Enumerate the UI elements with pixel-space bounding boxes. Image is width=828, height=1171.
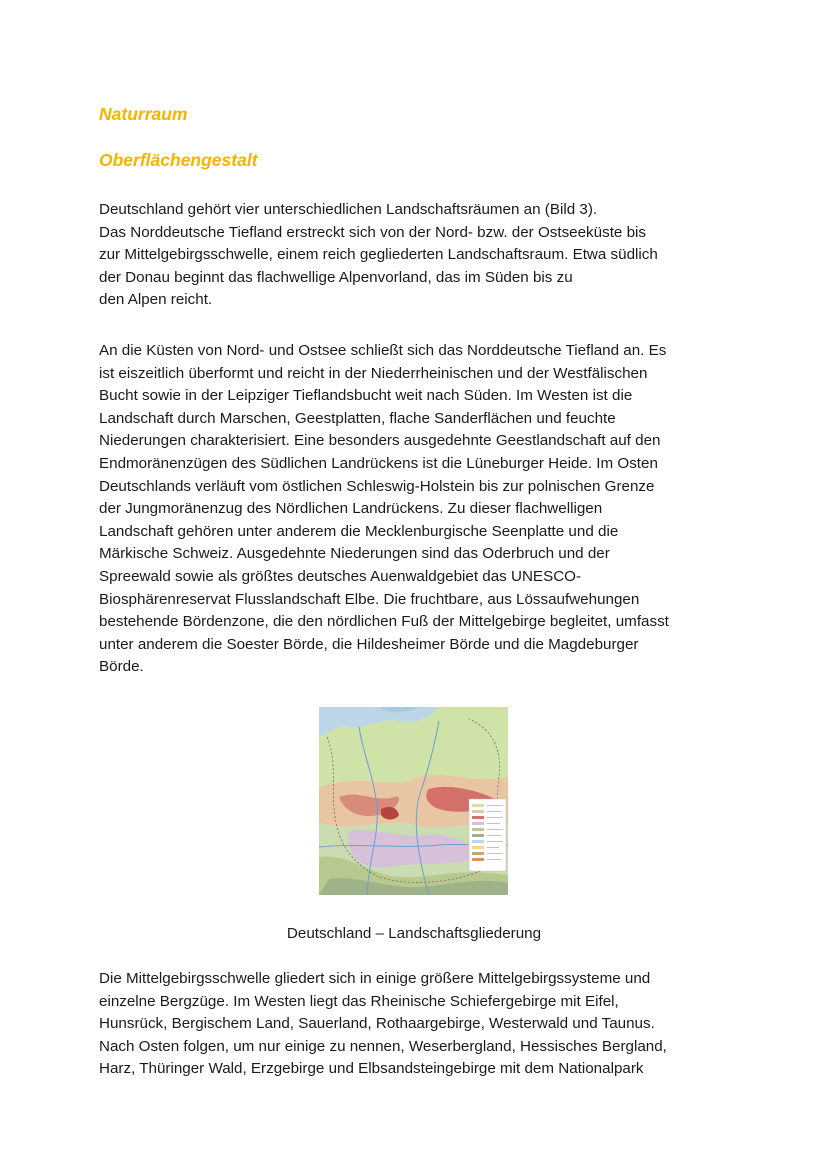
text-line: der Donau beginnt das flachwellige Alpenvorland, das im Süden bis zu [99,268,573,286]
text-line: Bucht sowie in der Leipziger Tieflandsbucht weit nach Süden. Im Westen ist die [99,387,633,405]
text-line: Börde. [99,658,144,676]
text-line: Landschaft durch Marschen, Geestplatten, flache Sanderflächen und feuchte [99,409,616,427]
text-line: Deutschland gehört vier unterschiedlichen Landschaftsräumen an (Bild 3). [99,201,598,218]
text-line: An die Küsten von Nord- und Ostsee schließt sich das Norddeutsche Tiefland an. Es [99,342,667,359]
text-line: Harz, Thüringer Wald, Erzgebirge und Elbsandsteingebirge mit dem Nationalpark [99,1060,644,1078]
text-line: einzelne Bergzüge. Im Westen liegt das Rheinische Schiefergebirge mit Eifel, [99,992,619,1010]
section-heading: Naturraum [99,104,188,124]
figure-caption: Deutschland – Landschaftsgliederung [286,925,542,942]
text-line: Niederungen charakterisiert. Eine besonders ausgedehnte Geestlandschaft auf den [99,432,661,450]
text-line: Biosphärenreservat Flusslandschaft Elbe. Die fruchtbare, aus Lössaufwehungen [99,590,640,608]
text-line: bestehende Bördenzone, die den nördlichen Fuß der Mittelgebirge begleitet, umfasst [99,613,669,631]
text-line: Märkische Schweiz. Ausgedehnte Niederungen sind das Oderbruch und der [99,545,610,563]
text-line: Nach Osten folgen, um nur einige zu nennen, Weserbergland, Hessisches Bergland, [99,1037,667,1055]
text-line: den Alpen reicht. [99,291,213,309]
text-line: ist eiszeitlich überformt und reicht in der Niederrheinischen und der Westfälischen [99,364,648,382]
subsection-heading: Oberflächengestalt [99,150,258,170]
text-line: der Jungmoränenzug des Nördlichen Landrückens. Zu dieser flachwelligen [99,500,603,518]
text-line: Die Mittelgebirgsschwelle gliedert sich in einige größere Mittelgebirgssysteme und [99,970,651,987]
text-line: Das Norddeutsche Tiefland erstreckt sich von der Nord- bzw. der Ostseeküste bis [99,223,646,241]
landscape-map-image [319,707,508,895]
text-line: Landschaft gehören unter anderem die Mecklenburgische Seenplatte und die [99,522,619,540]
text-line: Spreewald sowie als größtes deutsches Auenwaldgebiet das UNESCO- [99,567,582,585]
paragraph-tiefland [99,340,739,679]
text-line: zur Mittelgebirgsschwelle, einem reich gegliederten Landschaftsraum. Etwa südlich [99,246,658,264]
text-line: Deutschlands verläuft vom östlichen Schleswig-Holstein bis zur polnischen Grenze [99,477,655,495]
text-line: Endmoränenzügen des Südlichen Landrückens ist die Lüneburger Heide. Im Osten [99,454,658,472]
paragraph-intro [99,199,739,312]
text-line: Hunsrück, Bergischem Land, Sauerland, Rothaargebirge, Westerwald und Taunus. [99,1015,655,1033]
paragraph-mittelgebirge [99,968,739,1081]
text-line: unter anderem die Soester Börde, die Hildesheimer Börde und die Magdeburger [99,635,639,653]
